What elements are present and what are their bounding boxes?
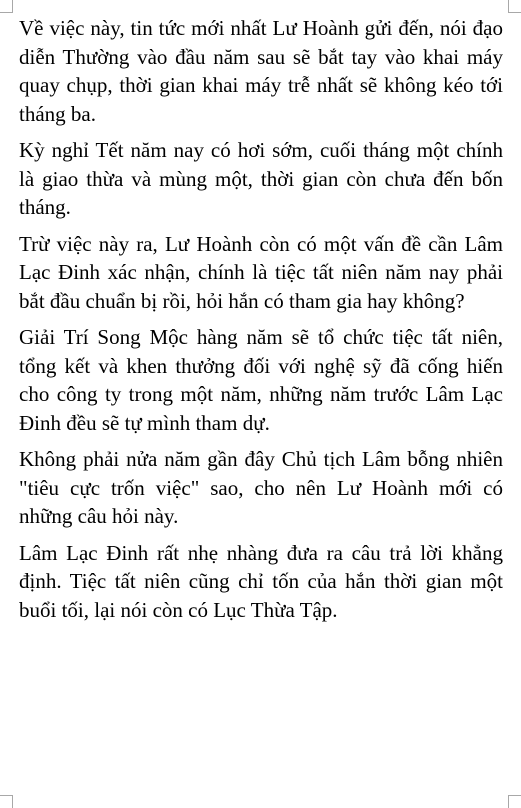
paragraph: Trừ việc này ra, Lư Hoành còn có một vấn đề cần Lâm Lạc Đinh xác nhận, chính là tiệc tất niên năm nay phải bắt đầu chuẩn bị rồi, hỏi hắn có tham gia hay không? [19, 231, 503, 313]
crop-mark-top-left [0, 0, 13, 13]
paragraph: Giải Trí Song Mộc hàng năm sẽ tổ chức tiệc tất niên, tổng kết và khen thưởng đối với nghệ sỹ đã cống hiến cho công ty trong một năm, những năm trước Lâm Lạc Đinh đều sẽ tự mình tham dự. [19, 325, 503, 435]
crop-mark-bottom-left [0, 795, 13, 808]
paragraph: Kỳ nghỉ Tết năm nay có hơi sớm, cuối tháng một chính là giao thừa và mùng một, thời gian còn chưa đến bốn tháng. [19, 138, 503, 219]
document-body [19, 14, 503, 632]
paragraph: Về việc này, tin tức mới nhất Lư Hoành gửi đến, nói đạo diễn Thường vào đầu năm sau sẽ bắt tay vào khai máy quay chụp, thời gian khai máy trễ nhất sẽ không kéo tới tháng ba. [19, 16, 503, 126]
paragraph: Không phải nửa năm gần đây Chủ tịch Lâm bỗng nhiên "tiêu cực trốn việc" sao, cho nên Lư Hoành mới có những câu hỏi này. [19, 447, 503, 528]
crop-mark-top-right [508, 0, 521, 13]
paragraph: Lâm Lạc Đinh rất nhẹ nhàng đưa ra câu trả lời khẳng định. Tiệc tất niên cũng chỉ tốn của hắn thời gian một buổi tối, lại nói còn có Lục Thừa Tập. [19, 540, 503, 622]
crop-mark-bottom-right [508, 795, 521, 808]
